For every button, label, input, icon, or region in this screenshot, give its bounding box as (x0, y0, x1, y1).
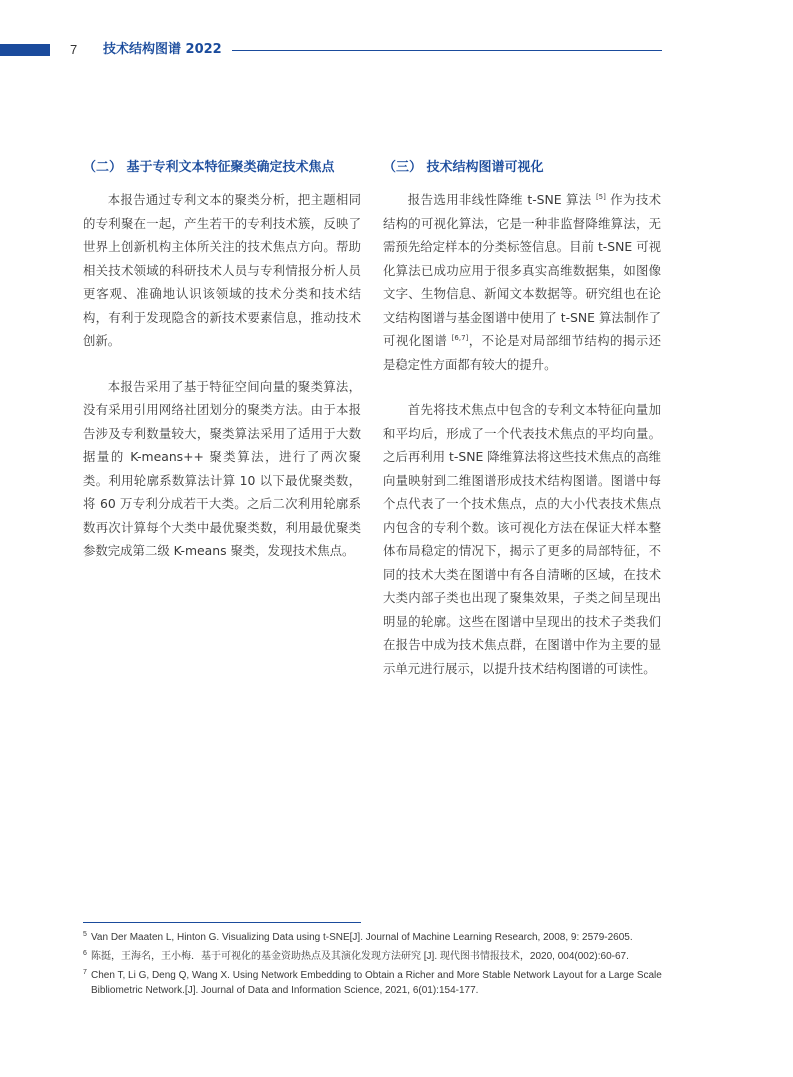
paragraph-text: ，不论是对局部细节结构的揭示还是稳定性方面都有较大的提升。 (383, 333, 661, 372)
footnote-number: 6 (83, 950, 87, 957)
footnote (83, 930, 663, 945)
paragraph-text: 作为技术结构的可视化算法，它是一种非监督降维算法，无需预先给定样本的分类标签信息。目前 t-SNE 可视化算法已成功应用于很多真实高维数据集，如图像文字、生物信息、新闻文本数据等。研究组也在论文结构图谱与基金图谱中使用了 t-SNE 算法制作了可视化图谱 (383, 192, 662, 348)
footnote (83, 968, 663, 998)
header-accent-bar (0, 44, 50, 56)
paragraph: 首先将技术焦点中包含的专利文本特征向量加和平均后，形成了一个代表技术焦点的平均向量。之后再利用 t-SNE 降维算法将这些技术焦点的高维向量映射到二维图谱形成技术结构图谱。图谱中每个点代表了一个技术焦点，点的大小代表技术焦点内包含的专利个数。该可视化方法在保证大样本整体布局稳定的情况下，揭示了更多的局部特征，不同的技术大类在图谱中有各自清晰的区域，在技术大类内部子类也出现了聚集效果，子类之间呈现出明显的轮廓。这些在图谱中呈现出的技术子类我们在报告中成为技术焦点群，在图谱中作为主要的显示单元进行展示，以提升技术结构图谱的可读性。 (383, 402, 661, 676)
footnote-number: 7 (83, 969, 87, 976)
footnote-number: 5 (83, 931, 87, 938)
section-heading-2: （二） 基于专利文本特征聚类确定技术焦点 (83, 160, 335, 175)
citation-ref: [6,7] (451, 333, 469, 342)
footnote (83, 949, 663, 964)
footnote-rule (83, 922, 361, 923)
footnote-text: Chen T, Li G, Deng Q, Wang X. Using Network Embedding to Obtain a Richer and More Stable Network Layout for a Large Scale Bibliometric Network.[J]. Journal of Data and Information Science, 2021, 6(01):154-177. (91, 970, 662, 996)
paragraph: 本报告通过专利文本的聚类分析，把主题相同的专利聚在一起，产生若干的专利技术簇，反映了世界上创新机构主体所关注的技术焦点方向。帮助相关技术领域的科研技术人员与专利情报分析人员更客观、准确地认识该领域的技术分类和技术结构，有利于发现隐含的新技术要素信息，推动技术创新。 (83, 192, 361, 348)
footnote-text: Van Der Maaten L, Hinton G. Visualizing Data using t-SNE[J]. Journal of Machine Learning Research, 2008, 9: 2579-2605. (91, 932, 633, 943)
right-column (383, 158, 661, 680)
page-number: 7 (70, 42, 78, 57)
paragraph: 本报告采用了基于特征空间向量的聚类算法，没有采用引用网络社团划分的聚类方法。由于本报告涉及专利数量较大，聚类算法采用了适用于大数据量的 K-means++ 聚类算法，进行了两次聚类。利用轮廓系数算法计算 10 以下最优聚类数，将 60 万专利分成若干大类。之后二次利用轮廓系数再次计算每个大类中最优聚类数，利用最优聚类参数完成第二级 K-means 聚类，发现技术焦点。 (83, 378, 361, 558)
paragraph-text: 报告选用非线性降维 t-SNE 算法 (407, 192, 592, 207)
section-heading-3: （三） 技术结构图谱可视化 (383, 160, 544, 175)
left-column (83, 158, 361, 563)
header-rule (232, 50, 662, 51)
running-title: 技术结构图谱 2022 (103, 42, 222, 57)
paragraph (383, 188, 661, 376)
footnote-text: 陈挺，王海名，王小梅．基于可视化的基金资助热点及其演化发现方法研究 [J]. 现代图书情报技术，2020, 004(002):60-67. (91, 951, 629, 962)
citation-ref: [5] (595, 192, 606, 201)
footnotes (83, 930, 663, 1002)
